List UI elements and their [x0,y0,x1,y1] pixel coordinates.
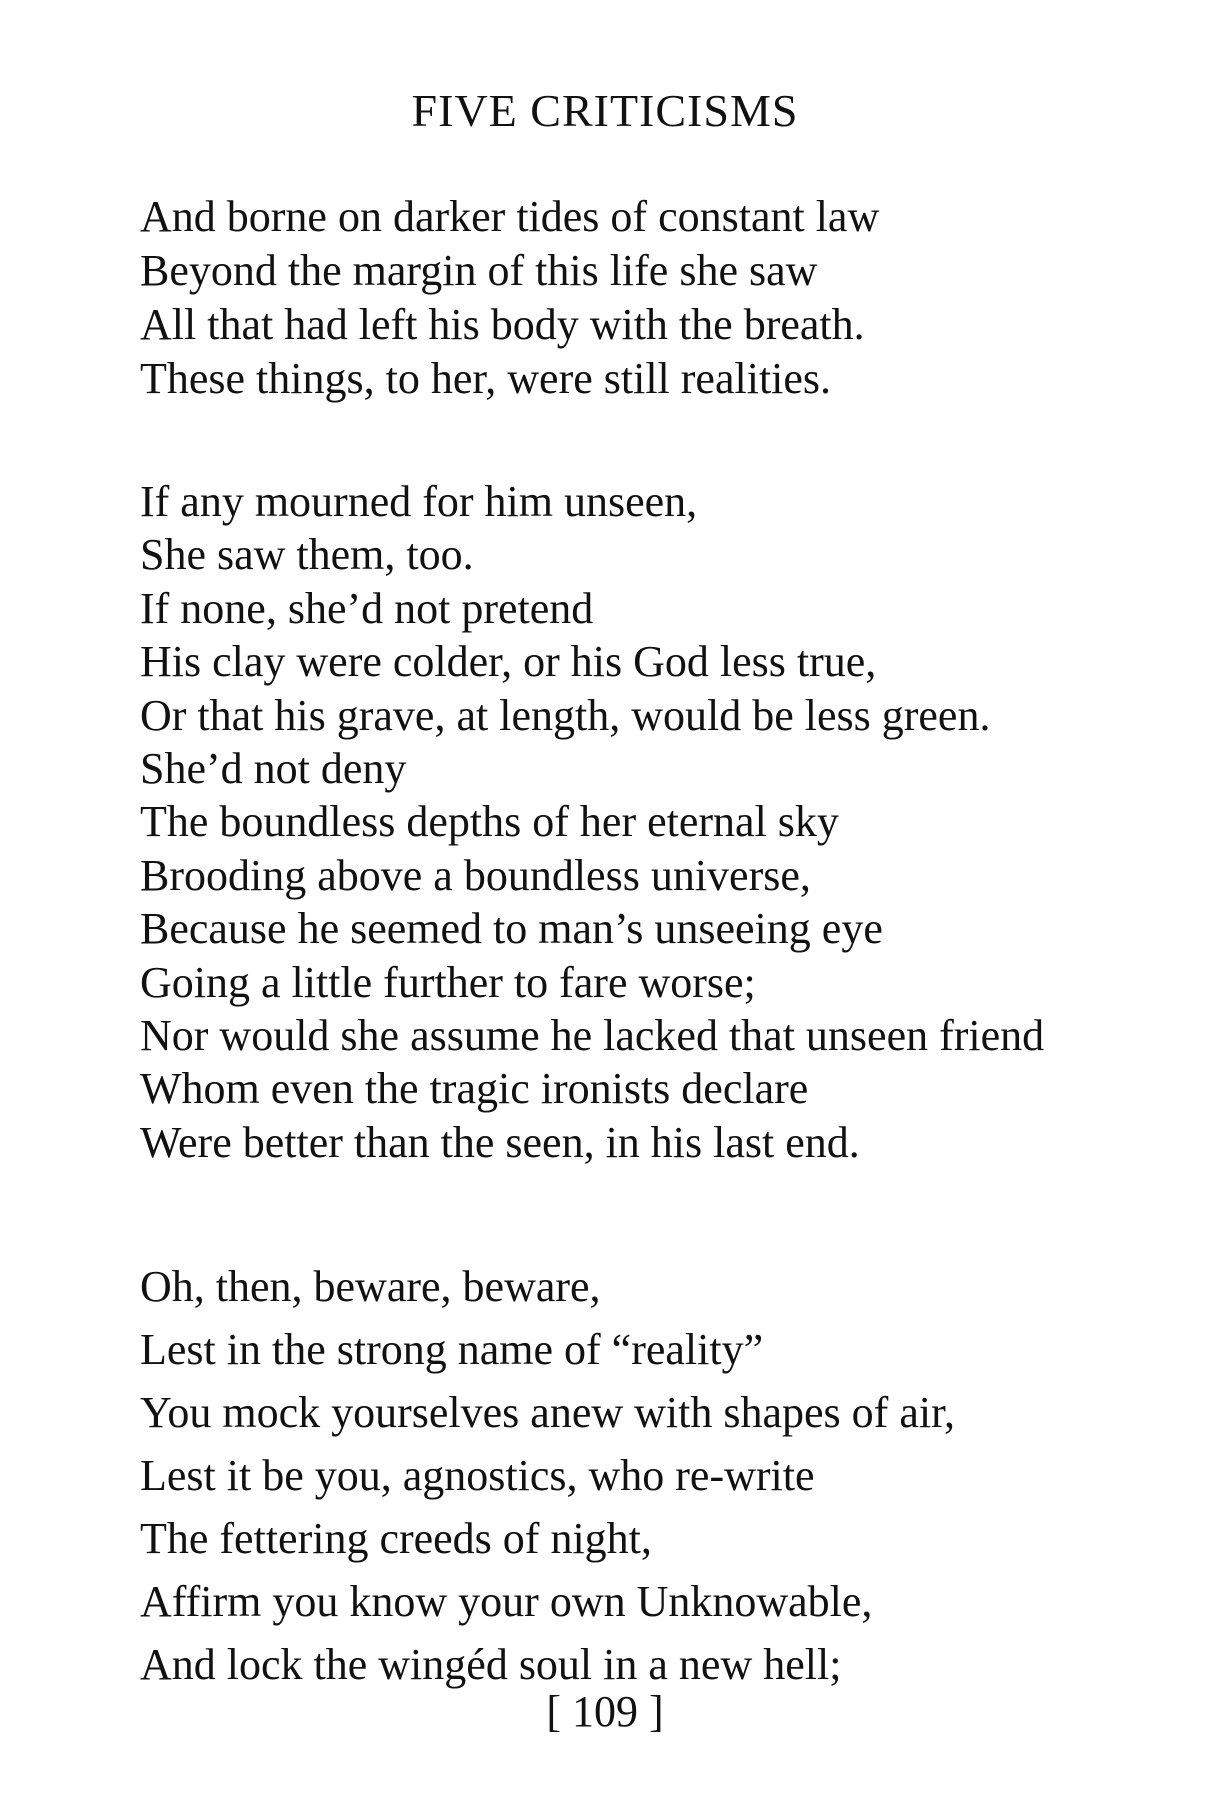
verse-line: If any mourned for him unseen, [140,477,698,526]
verse-line: The boundless depths of her eternal sky [140,797,839,847]
verse-line: His clay were colder, or his God less true, [140,637,877,687]
stanza-3 [140,1255,1180,1696]
verse-line: Lest in the strong name of “reality” [140,1325,764,1374]
verse-line: You mock yourselves anew with shapes of air, [140,1388,955,1437]
verse-line: Going a little further to fare worse; [140,957,756,1007]
verse-line: Nor would she assume he lacked that unseen friend [140,1010,1045,1060]
running-head: FIVE CRITICISMS [411,85,799,136]
verse-line: Beyond the margin of this life she saw [140,246,818,295]
verse-line: Because he seemed to man’s unseeing eye [140,904,883,954]
verse-line: Were better than the seen, in his last end. [140,1117,860,1167]
verse-line: And borne on darker tides of constant law [140,192,880,241]
verse-line: Whom even the tragic ironists declare [140,1064,809,1114]
page-number: [ 109 ] [546,1687,664,1736]
verse-line: Lest it be you, agnostics, who re-write [140,1451,815,1500]
verse-line: The fettering creeds of night, [140,1514,652,1563]
verse-line: She saw them, too. [140,530,474,580]
stanza-1 [140,190,1180,406]
verse-line: Oh, then, beware, beware, [140,1262,601,1311]
verse-line: Brooding above a boundless universe, [140,850,811,900]
verse-line: If none, she’d not pretend [140,583,594,633]
verse-line: Or that his grave, at length, would be less green. [140,690,991,740]
verse-line: Affirm you know your own Unknowable, [140,1577,873,1626]
verse-line: She’d not deny [140,743,407,793]
stanza-2 [140,475,1180,1169]
verse-line: And lock the wingéd soul in a new hell; [140,1640,842,1689]
verse-line: These things, to her, were still realities. [140,354,832,403]
verse-line: All that had left his body with the breath. [140,300,865,349]
